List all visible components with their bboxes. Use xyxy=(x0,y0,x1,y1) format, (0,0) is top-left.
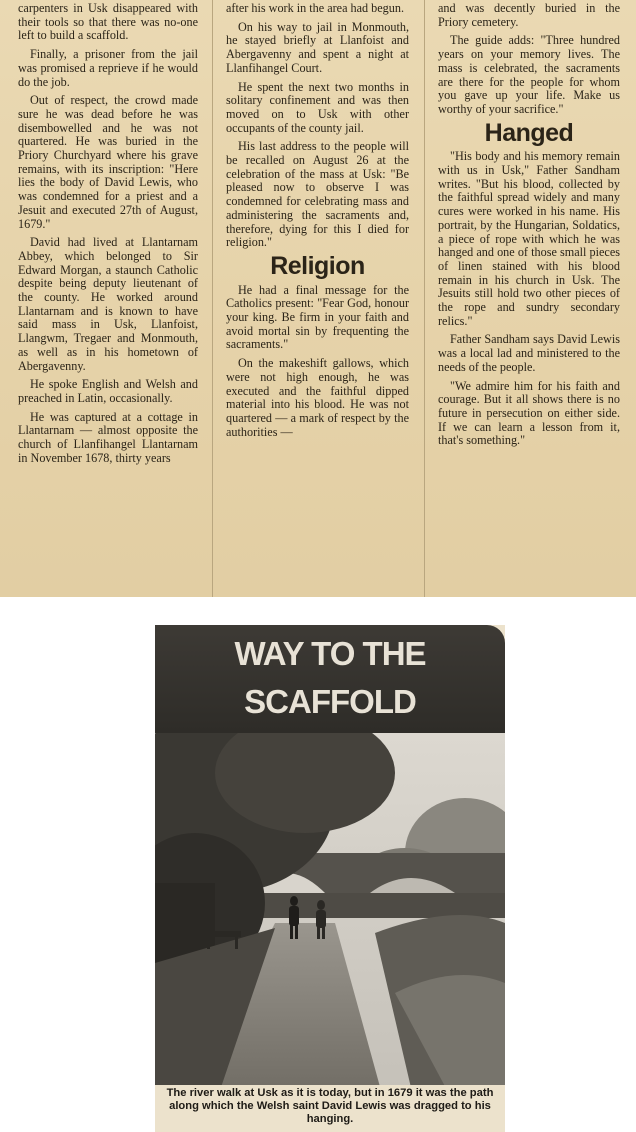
photo-caption: The river walk at Usk as it is today, but in 1679 it was the path along which the Welsh saint David Lewis was dragged to his hanging. xyxy=(155,1085,505,1132)
photo-title-line-1: WAY TO THE xyxy=(234,635,426,672)
paragraph: "His body and his memory remain with us in Usk," Father Sandham writes. "But his blood, collected by the faithful spread widely and many cures were worked in his name. His portrait, by the Hungarian, Soldatics, a piece of rope with which he was hanged and one of those small pieces of linen stained with his blood remain in his church in Usk. The Jesuits still hold two other pieces of the rope and sundry secondary relics." xyxy=(438,149,620,328)
paragraph: Father Sandham says David Lewis was a local lad and ministered to the needs of the people. xyxy=(438,332,620,374)
paragraph: David had lived at Llantarnam Abbey, which belonged to Sir Edward Morgan, a staunch Catholic despite being deputy lieutenant of the county. He worked around Llantarnam and is known to have said mass in Usk, Llanfoist, Llangwm, Tregaer and Monmouth, as well as in his hometown of Abergavenny. xyxy=(18,235,198,373)
article-column-1 xyxy=(18,2,198,471)
paragraph: carpenters in Usk disappeared with their tools so that there was no-one left to build a scaffold. xyxy=(18,1,198,43)
paragraph: "We admire him for his faith and courage. But it all shows there is no future in persecution on either side. If we can learn a lesson from it, that's something." xyxy=(438,378,620,448)
paragraph: On his way to jail in Monmouth, he stayed briefly at Llanfoist and Abergavenny and spent a night at Llanfihangel Court. xyxy=(226,19,409,75)
paragraph: and was decently buried in the Priory cemetery. xyxy=(438,1,620,29)
photo-title-line-2: SCAFFOLD xyxy=(244,683,416,720)
paragraph: Finally, a prisoner from the jail was promised a reprieve if he would do the job. xyxy=(18,47,198,89)
column-rule xyxy=(424,0,425,597)
river-walk-photo xyxy=(155,733,505,1105)
paragraph: Out of respect, the crowd made sure he was dead before he was disembowelled and he was not quartered. He was buried in the Priory Churchyard where his grave remains, with its inscription: "Here lies the body of David Lewis, who was condemned for a priest and a Jesuit and executed 27th of August, 1679." xyxy=(18,93,198,231)
paragraph: He was captured at a cottage in Llantarnam — almost opposite the church of Llanfihangel Llantarnam in November 1678, thirty years xyxy=(18,409,198,465)
paragraph: He spoke English and Welsh and preached in Latin, occasionally. xyxy=(18,377,198,405)
paragraph: The guide adds: "Three hundred years on your memory lives. The mass is celebrated, the sacraments are there for the people for whom you gave up your life. Make us worthy of your sacrifice." xyxy=(438,33,620,116)
paragraph: On the makeshift gallows, which were not high enough, he was executed and the faithful dipped material into his blood. He was not quartered — a mark of respect by the authorities — xyxy=(226,356,409,439)
paragraph: His last address to the people will be recalled on August 26 at the celebration of the mass at Usk: "Be pleased now to observe I was condemned for celebrating mass and administering the sacraments and, therefore, dying for this I died for religion." xyxy=(226,139,409,250)
paragraph: after his work in the area had begun. xyxy=(226,1,405,15)
paragraph: He spent the next two months in solitary confinement and was then moved on to Usk with other occupants of the county jail. xyxy=(226,79,409,135)
article-column-2 xyxy=(226,2,409,444)
photo-clipping xyxy=(155,625,505,1130)
subheading-religion: Religion xyxy=(270,251,365,280)
article-column-3 xyxy=(438,2,620,453)
paragraph: He had a final message for the Catholics present: "Fear God, honour your king. Be firm in your faith and avoid mortal sin by frequenting the sacraments." xyxy=(226,282,409,352)
photo-title-banner xyxy=(155,625,505,733)
subheading-hanged: Hanged xyxy=(484,118,574,147)
column-rule xyxy=(212,0,213,597)
